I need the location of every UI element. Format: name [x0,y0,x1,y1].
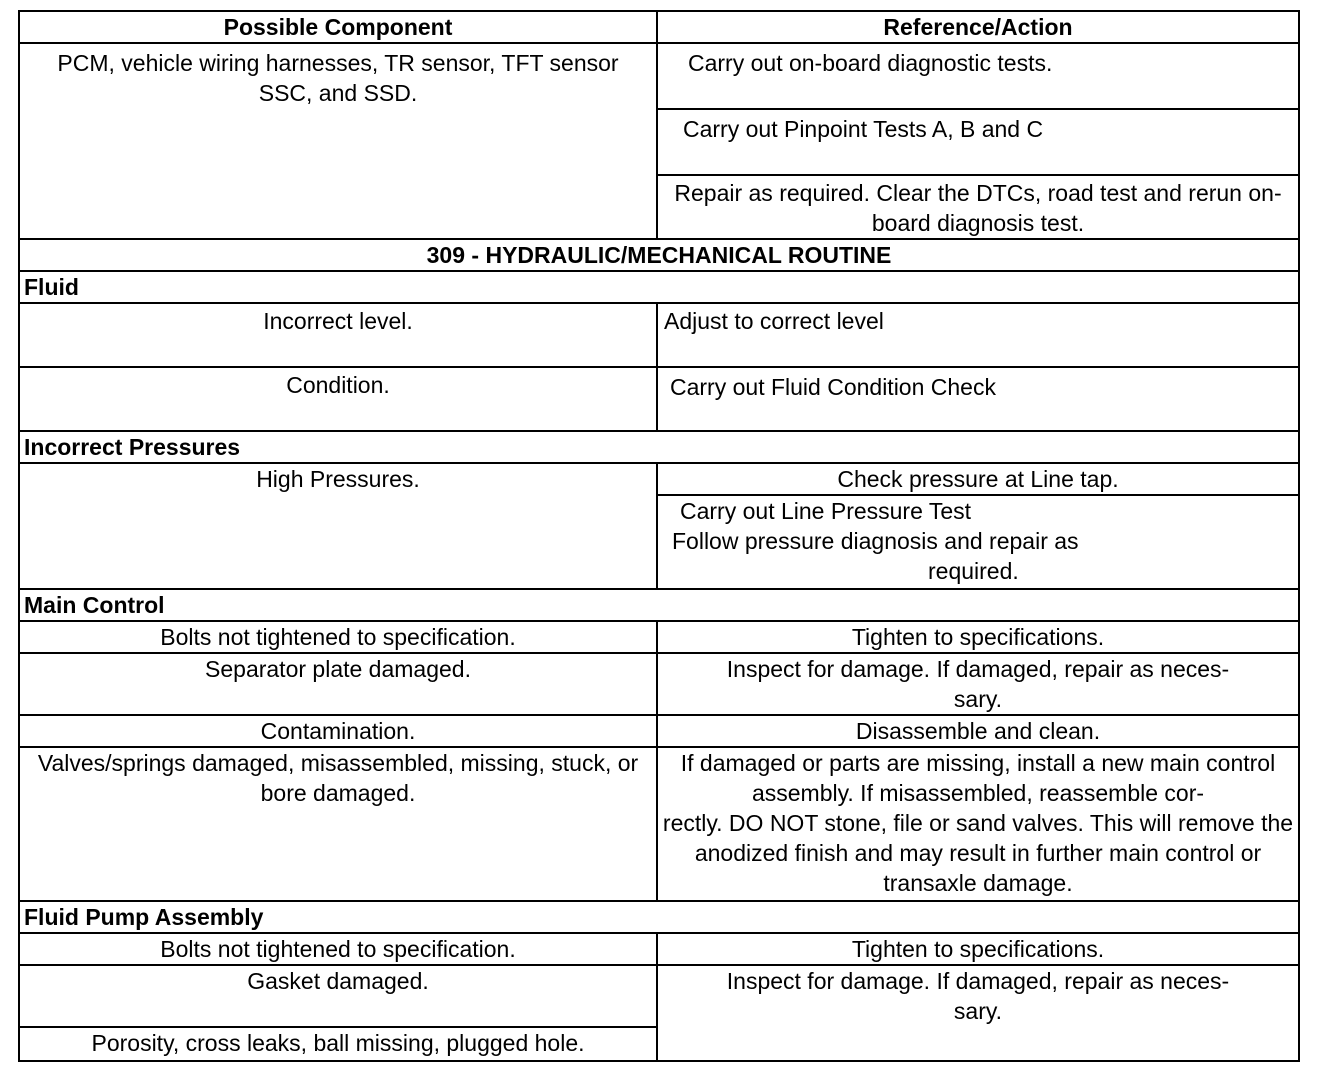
table-row [19,367,1299,431]
fluid-component-2: Condition. [19,367,657,431]
table-header-row [19,11,1299,43]
section-row [19,901,1299,933]
routine-title: 309 - HYDRAULIC/MECHANICAL ROUTINE [19,239,1299,271]
main-control-action-1: Tighten to specifications. [657,621,1299,653]
pressures-action-2 [657,495,1299,589]
section-row [19,589,1299,621]
main-control-action-2: Inspect for damage. If damaged, repair as neces- sary. [657,653,1299,715]
pressures-action-2-line-2: Follow pressure diagnosis and repair as [672,528,1079,554]
pump-component-1: Bolts not tightened to specification. [19,933,657,965]
table-row [19,965,1299,1027]
top-component-cell: PCM, vehicle wiring harnesses, TR sensor, TFT sensor SSC, and SSD. [19,43,657,239]
main-control-action-4: If damaged or parts are missing, install a new main control assembly. If misassembled, reassemble cor- rectly. DO NOT stone, file or sand valves. This will remove the anodized finish and may result in further main control or transaxle damage. [657,747,1299,901]
top-action-3: Repair as required. Clear the DTCs, road test and rerun on-board diagnosis test. [657,175,1299,239]
table-row [19,463,1299,495]
table-row [19,747,1299,901]
table-row [19,933,1299,965]
routine-title-row [19,239,1299,271]
pump-component-3: Porosity, cross leaks, ball missing, plugged hole. [19,1027,657,1061]
section-title-fluid-pump: Fluid Pump Assembly [19,901,1299,933]
top-action-1: Carry out on-board diagnostic tests. [657,43,1299,109]
pump-shared-action: Inspect for damage. If damaged, repair as neces- sary. [657,965,1299,1061]
header-reference-action: Reference/Action [657,11,1299,43]
section-title-pressures: Incorrect Pressures [19,431,1299,463]
table-row [19,715,1299,747]
diagnosis-sheet [18,10,1298,1062]
table-row [19,621,1299,653]
main-control-component-3: Contamination. [19,715,657,747]
pressures-action-1: Check pressure at Line tap. [657,463,1299,495]
pump-component-2: Gasket damaged. [19,965,657,1027]
main-control-action-3: Disassemble and clean. [657,715,1299,747]
section-row [19,271,1299,303]
table-row [19,653,1299,715]
pressures-component: High Pressures. [19,463,657,589]
main-control-component-4: Valves/springs damaged, misassembled, missing, stuck, or bore damaged. [19,747,657,901]
fluid-action-1: Adjust to correct level [657,303,1299,367]
section-title-fluid: Fluid [19,271,1299,303]
pressures-action-2-line-3: required. [928,558,1019,584]
diagnosis-table [18,10,1300,1062]
pressures-action-2-line-1: Carry out Line Pressure Test [680,498,972,524]
section-title-main-control: Main Control [19,589,1299,621]
main-control-component-1: Bolts not tightened to specification. [19,621,657,653]
fluid-component-1: Incorrect level. [19,303,657,367]
table-row [19,43,1299,109]
header-possible-component: Possible Component [19,11,657,43]
fluid-action-2: Carry out Fluid Condition Check [657,367,1299,431]
main-control-component-2: Separator plate damaged. [19,653,657,715]
section-row [19,431,1299,463]
top-action-2: Carry out Pinpoint Tests A, B and C [657,109,1299,175]
pump-action-1: Tighten to specifications. [657,933,1299,965]
table-row [19,303,1299,367]
